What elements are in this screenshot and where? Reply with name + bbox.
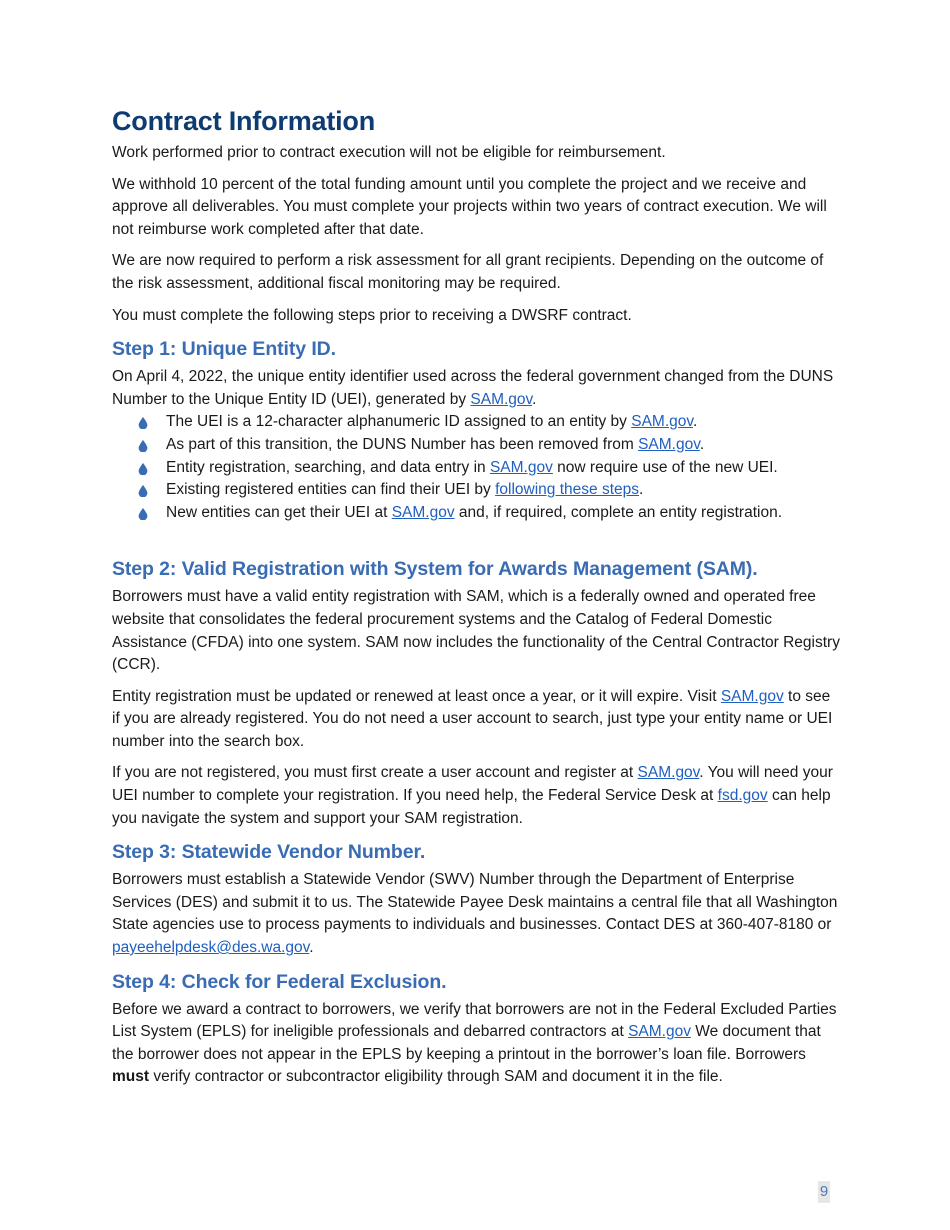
water-drop-icon: [138, 508, 148, 520]
step2-paragraph-3: [112, 762, 842, 830]
step3-text: Borrowers must establish a Statewide Vendor (SWV) Number through the Department of Enterprise Services (DES) and submit it to us. The Statewide Payee Desk maintains a central file that all Washington State agencies use to process payments to individuals and businesses. Contact DES at 360-407-8180 or: [112, 871, 838, 934]
step4-text: Before we award a contract to borrowers, we verify that borrowers are not in the Federal Excluded Parties List System (EPLS) for ineligible professionals and debarred contractors at: [112, 1000, 837, 1041]
sam-gov-link[interactable]: SAM.gov: [637, 764, 700, 782]
water-drop-icon: [138, 417, 148, 429]
list-item: [138, 502, 842, 525]
intro-paragraph-4: You must complete the following steps prior to receiving a DWSRF contract.: [112, 306, 632, 324]
water-drop-icon: [138, 440, 148, 452]
bullet-text: The UEI is a 12-character alphanumeric ID assigned to an entity by: [166, 413, 632, 431]
page-title: Contract Information: [112, 106, 375, 136]
step2-heading: Step 2: Valid Registration with System for Awards Management (SAM).: [112, 558, 758, 581]
sam-gov-link[interactable]: SAM.gov: [631, 413, 693, 431]
sam-gov-link[interactable]: SAM.gov: [489, 458, 553, 476]
sam-gov-link[interactable]: SAM.gov: [720, 687, 784, 705]
payee-helpdesk-email-link[interactable]: payeehelpdesk@des.wa.gov: [112, 939, 310, 957]
bullet-text-end: and, if required, complete an entity registration.: [454, 503, 783, 521]
list-item: [138, 434, 842, 457]
step1-text-end: .: [532, 390, 537, 408]
sam-gov-link[interactable]: SAM.gov: [391, 503, 455, 521]
bullet-text: Entity registration, searching, and data entry in: [166, 458, 490, 476]
list-item: [138, 457, 842, 480]
document-page: [112, 104, 842, 1098]
step4-heading: Step 4: Check for Federal Exclusion.: [112, 970, 447, 993]
bullet-text: Existing registered entities can find their UEI by: [166, 481, 496, 499]
step1-text: On April 4, 2022, the unique entity identifier used across the federal government changed from the DUNS Number to the Unique Entity ID (UEI), generated by: [112, 368, 834, 408]
step2-text-end: can help you navigate the system and support your SAM registration.: [112, 787, 831, 827]
bullet-text-end: .: [699, 435, 705, 453]
intro-paragraph-1: Work performed prior to contract execution will not be eligible for reimbursement.: [112, 144, 666, 161]
bullet-text: As part of this transition, the DUNS Number has been removed from: [166, 435, 639, 453]
step2-paragraph-1: Borrowers must have a valid entity registration with SAM, which is a federally owned and operated free website that consolidates the federal procurement systems and the Catalog of Federal Domestic Assistance (CFDA) into one system. SAM now includes the functionality of the Central Contractor Registry (CCR).: [112, 588, 840, 674]
step4-emphasis: must: [112, 1068, 150, 1086]
water-drop-icon: [138, 463, 148, 475]
step4-text-mid: We document that the borrower does not appear in the EPLS by keeping a printout in the borrower’s loan file. Borrowers: [112, 1023, 821, 1063]
step3-heading: Step 3: Statewide Vendor Number.: [112, 841, 426, 864]
following-these-steps-link[interactable]: following these steps: [495, 481, 639, 499]
list-item: [138, 411, 842, 434]
step2-text-end: to see if you are already registered. You do not need a user account to search, just type your entity name or UEI number into the search box.: [112, 687, 833, 750]
step2-paragraph-2: [112, 686, 842, 754]
step3-text-end: .: [309, 939, 314, 957]
bullet-text-end: now require use of the new UEI.: [552, 458, 778, 476]
step4-text-end: verify contractor or subcontractor eligibility through SAM and document it in the file.: [149, 1068, 723, 1086]
list-item: [138, 479, 842, 502]
intro-paragraph-3: We are now required to perform a risk assessment for all grant recipients. Depending on the outcome of the risk assessment, additional fiscal monitoring may be required.: [112, 252, 824, 292]
bullet-text-end: .: [639, 481, 644, 499]
water-drop-icon: [138, 485, 148, 497]
step2-text: If you are not registered, you must first create a user account and register at: [112, 764, 638, 782]
bullet-text: New entities can get their UEI at: [166, 503, 392, 521]
fsd-gov-link[interactable]: fsd.gov: [717, 787, 768, 805]
step1-bullet-list: [112, 411, 842, 524]
step4-paragraph: [112, 999, 842, 1089]
sam-gov-link[interactable]: SAM.gov: [470, 390, 533, 408]
step3-paragraph: [112, 869, 842, 959]
step1-paragraph: [112, 366, 842, 411]
step2-text: Entity registration must be updated or renewed at least once a year, or it will expire. Visit: [112, 687, 721, 705]
step1-heading: Step 1: Unique Entity ID.: [112, 338, 336, 361]
step2-text-mid: . You will need your UEI number to complete your registration. If you need help, the Federal Service Desk at: [112, 764, 833, 805]
bullet-text-end: .: [693, 413, 698, 431]
sam-gov-link[interactable]: SAM.gov: [628, 1023, 691, 1041]
page-number: 9: [818, 1181, 830, 1203]
sam-gov-link[interactable]: SAM.gov: [638, 435, 700, 453]
intro-paragraph-2: We withhold 10 percent of the total funding amount until you complete the project and we receive and approve all deliverables. You must complete your projects within two years of contract execution. We will not reimburse work completed after that date.: [112, 175, 827, 238]
